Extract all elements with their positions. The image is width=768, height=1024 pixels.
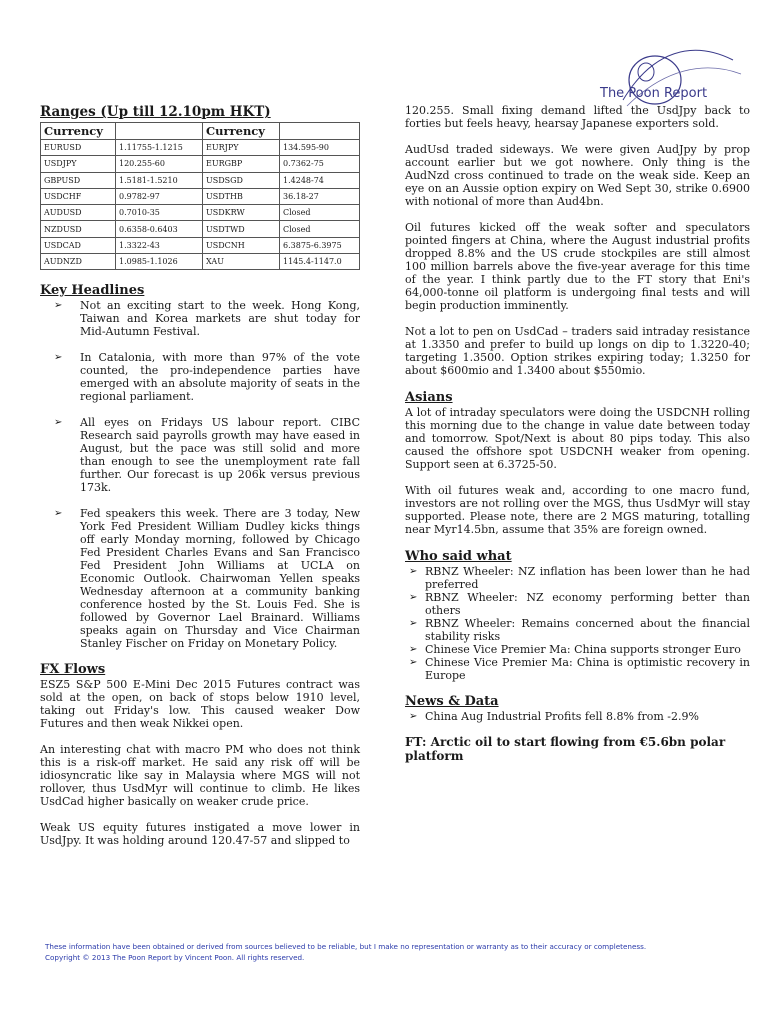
usdjpy-paragraph: 120.255. Small fixing demand lifted the UsdJpy back to forties but feels heavy, hearsay Japanese exporters sold. <box>405 104 750 130</box>
news-data-title: News & Data <box>405 694 499 709</box>
range-cell: Closed <box>280 205 360 221</box>
arrow-bullet-icon: ➢ <box>409 618 418 629</box>
range-cell: 120.255-60 <box>116 156 203 172</box>
header-currency-2: Currency <box>203 123 280 140</box>
ranges-row <box>41 140 360 156</box>
currency-pair-cell: NZDUSD <box>41 221 116 237</box>
arrow-bullet-icon: ➢ <box>409 566 418 577</box>
range-cell: 1.3322-43 <box>116 237 203 253</box>
list-item <box>405 591 750 617</box>
asians-title: Asians <box>405 390 453 405</box>
oil-paragraph: Oil futures kicked off the weak softer and speculators pointed fingers at China, where the August industrial profits dropped 8.8% and the US crude stockpiles are still almost 100 million barrels above the five-year average for this time of the year. I think partly due to the FT story that Eni's 64,000-tonne oil platform is undergoing final tests and will begin production imminently. <box>405 221 750 312</box>
arrow-bullet-icon: ➢ <box>54 508 63 520</box>
list-item-text: RBNZ Wheeler: NZ economy performing better than others <box>425 591 750 617</box>
currency-pair-cell: USDTWD <box>203 221 280 237</box>
list-item-text: China Aug Industrial Profits fell 8.8% from -2.9% <box>425 710 699 723</box>
currency-pair-cell: USDCHF <box>41 188 116 204</box>
list-item <box>405 643 750 656</box>
footer <box>45 941 745 963</box>
header-range-1 <box>116 123 203 140</box>
fx-flows-paragraph: ESZ5 S&P 500 E-Mini Dec 2015 Futures contract was sold at the open, on back of stops below 1910 level, taking out Friday's low. This caused weaker Dow Futures and then weak Nikkei open. <box>40 678 360 731</box>
ranges-row <box>41 188 360 204</box>
range-cell: 0.6358-0.6403 <box>116 221 203 237</box>
list-item <box>40 351 360 403</box>
range-cell: 0.7010-35 <box>116 205 203 221</box>
arrow-bullet-icon: ➢ <box>54 417 63 429</box>
ranges-header-row <box>41 123 360 140</box>
list-item-text: Chinese Vice Premier Ma: China supports stronger Euro <box>425 643 741 656</box>
currency-pair-cell: AUDNZD <box>41 254 116 270</box>
ranges-body <box>41 140 360 270</box>
range-cell: 36.18-27 <box>280 188 360 204</box>
fx-flows-paragraph: Weak US equity futures instigated a move lower in UsdJpy. It was holding around 120.47-57 and slipped to <box>40 821 360 848</box>
list-item-text: All eyes on Fridays US labour report. CIBC Research said payrolls growth may have eased in August, but the pace was still solid and more than enough to see the unemployment rate fall further. Our forecast is up 206k versus previous 173k. <box>80 416 360 495</box>
right-column <box>405 104 750 763</box>
arrow-bullet-icon: ➢ <box>409 592 418 603</box>
list-item <box>405 710 750 723</box>
ranges-table <box>40 122 360 270</box>
currency-pair-cell: USDCNH <box>203 237 280 253</box>
ranges-row <box>41 205 360 221</box>
currency-pair-cell: EURGBP <box>203 156 280 172</box>
currency-pair-cell: USDSGD <box>203 172 280 188</box>
list-item <box>405 656 750 682</box>
who-said-what-list <box>405 565 750 682</box>
range-cell: 6.3875-6.3975 <box>280 237 360 253</box>
logo-text: The Poon Report <box>600 86 708 101</box>
news-data-list <box>405 710 750 723</box>
ft-headline: FT: Arctic oil to start flowing from €5.6bn polar platform <box>405 735 726 763</box>
range-cell: 1.11755-1.1215 <box>116 140 203 156</box>
key-headlines-title: Key Headlines <box>40 283 145 299</box>
list-item-text: Not an exciting start to the week. Hong Kong, Taiwan and Korea markets are shut today for Mid-Autumn Festival. <box>80 299 360 339</box>
range-cell: 1.4248-74 <box>280 172 360 188</box>
currency-pair-cell: USDJPY <box>41 156 116 172</box>
header-range-2 <box>280 123 360 140</box>
list-item-text: RBNZ Wheeler: Remains concerned about the financial stability risks <box>425 617 750 643</box>
list-item <box>40 416 360 494</box>
usdcad-paragraph: Not a lot to pen on UsdCad – traders said intraday resistance at 1.3350 and prefer to build up longs on dip to 1.3220-40; targeting 1.3500. Option strikes expiring today; 1.3250 for about $600mio and 1.3400 about $550mio. <box>405 325 750 377</box>
currency-pair-cell: USDTHB <box>203 188 280 204</box>
ranges-row <box>41 156 360 172</box>
ranges-row <box>41 172 360 188</box>
range-cell: 1145.4-1147.0 <box>280 254 360 270</box>
ranges-row <box>41 237 360 253</box>
copyright-text: Copyright © 2013 The Poon Report by Vincent Poon. All rights reserved. <box>45 953 305 962</box>
list-item <box>405 565 750 591</box>
currency-pair-cell: EURUSD <box>41 140 116 156</box>
ranges-title: Ranges (Up till 12.10pm HKT) <box>40 104 271 120</box>
key-headlines-list <box>40 299 360 650</box>
who-said-what-title: Who said what <box>405 549 512 564</box>
list-item-text: Fed speakers this week. There are 3 today, New York Fed President William Dudley kicks things off early Monday morning, followed by Chicago Fed President Charles Evans and San Francisco Fed President John Williams at UCLA on Economic Outlook. Chairwoman Yellen speaks Wednesday afternoon at a community banking conference hosted by the St. Louis Fed. She is followed by Governor Lael Brainard. Williams speaks again on Thursday and Vice Chairman Stanley Fischer on Friday on Monetary Policy. <box>80 507 360 651</box>
audusd-paragraph: AudUsd traded sideways. We were given AudJpy by prop account earlier but we got nowhere. Only thing is the AudNzd cross continued to trade on the weak side. Keep an eye on an Aussie option expiry on Wed Sept 30, strike 0.6900 with notional of more than Aud4bn. <box>405 143 750 208</box>
ranges-row <box>41 254 360 270</box>
fx-flows-paragraph: An interesting chat with macro PM who does not think this is a risk-off market. He said any risk off will be idiosyncratic like say in Malaysia where MGS will not rollover, thus UsdMyr will continue to climb. He likes UsdCad higher basically on weaker crude price. <box>40 743 360 809</box>
arrow-bullet-icon: ➢ <box>54 352 63 364</box>
range-cell: 0.9782-97 <box>116 188 203 204</box>
range-cell: 1.5181-1.5210 <box>116 172 203 188</box>
list-item <box>40 299 360 338</box>
range-cell: 134.595-90 <box>280 140 360 156</box>
left-column <box>40 104 360 847</box>
currency-pair-cell: AUDUSD <box>41 205 116 221</box>
arrow-bullet-icon: ➢ <box>409 657 418 668</box>
currency-pair-cell: USDCAD <box>41 237 116 253</box>
list-item <box>405 617 750 643</box>
list-item <box>40 507 360 650</box>
currency-pair-cell: USDKRW <box>203 205 280 221</box>
currency-pair-cell: XAU <box>203 254 280 270</box>
asians-paragraph: With oil futures weak and, according to one macro fund, investors are not rolling over the MGS, thus UsdMyr will stay supported. Please note, there are 2 MGS maturing, totalling near Myr14.5bn, assume that 35% are foreign owned. <box>405 484 750 536</box>
range-cell: 0.7362-75 <box>280 156 360 172</box>
list-item-text: RBNZ Wheeler: NZ inflation has been lower than he had preferred <box>425 565 750 591</box>
disclaimer-text: These information have been obtained or derived from sources believed to be reliable, but I make no representation or warranty as to their accuracy or completeness. <box>45 942 647 951</box>
range-cell: 1.0985-1.1026 <box>116 254 203 270</box>
list-item-text: Chinese Vice Premier Ma: China is optimistic recovery in Europe <box>425 656 750 682</box>
header-currency-1: Currency <box>41 123 116 140</box>
currency-pair-cell: GBPUSD <box>41 172 116 188</box>
arrow-bullet-icon: ➢ <box>54 300 63 312</box>
arrow-bullet-icon: ➢ <box>409 644 418 655</box>
fx-flows-title: FX Flows <box>40 662 106 678</box>
currency-pair-cell: EURJPY <box>203 140 280 156</box>
arrow-bullet-icon: ➢ <box>409 711 418 722</box>
asians-paragraph: A lot of intraday speculators were doing the USDCNH rolling this morning due to the change in value date between today and tomorrow. Spot/Next is about 80 pips today. This also caused the offshore spot USDCNH weaker from opening. Support seen at 6.3725-50. <box>405 406 750 471</box>
list-item-text: In Catalonia, with more than 97% of the vote counted, the pro-independence parties have emerged with an absolute majority of seats in the regional parliament. <box>80 351 360 404</box>
ranges-row <box>41 221 360 237</box>
range-cell: Closed <box>280 221 360 237</box>
